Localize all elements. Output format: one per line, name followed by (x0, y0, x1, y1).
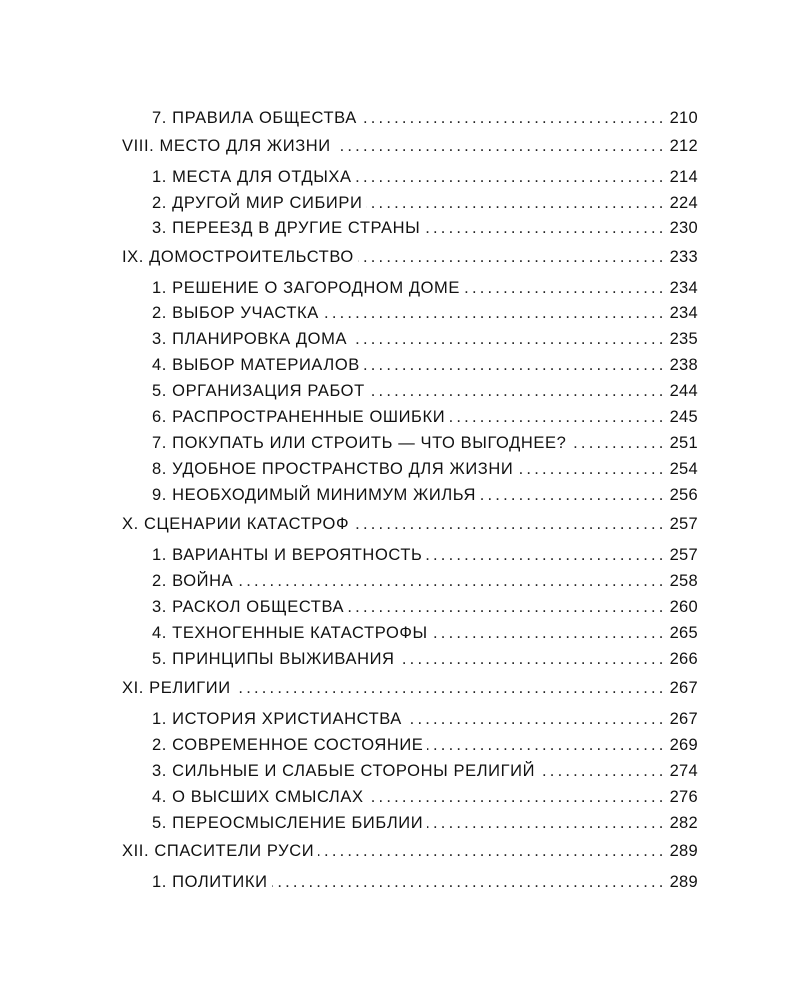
toc-entry-title: 1. ВАРИАНТЫ И ВЕРОЯТНОСТЬ (152, 546, 423, 564)
toc-chapter (122, 676, 698, 700)
toc-entry (152, 811, 698, 835)
toc-entry-title: 9. НЕОБХОДИМЫЙ МИНИМУМ ЖИЛЬЯ (152, 486, 476, 504)
toc-chapter (122, 134, 698, 158)
toc-entry-page: 267 (669, 710, 698, 728)
dot-leader (427, 733, 666, 757)
toc-entry-page: 238 (669, 356, 698, 374)
toc-entry (152, 457, 698, 481)
toc-entry (152, 595, 698, 619)
dot-leader (570, 431, 666, 455)
toc-entry (152, 785, 698, 809)
dot-leader (361, 106, 667, 130)
toc-entry-page: 265 (669, 624, 698, 642)
toc-entry-title: 2. ВЫБОР УЧАСТКА (152, 304, 319, 322)
toc-chapter-title: XII. СПАСИТЕЛИ РУСИ (122, 842, 315, 860)
toc-entry-page: 230 (669, 219, 698, 237)
toc-entry (152, 759, 698, 783)
toc-entry-page: 274 (669, 762, 698, 780)
dot-leader (353, 512, 666, 536)
toc-entry (152, 870, 698, 894)
dot-leader (368, 785, 667, 809)
toc-entry-title: 1. ИСТОРИЯ ХРИСТИАНСТВА (152, 710, 402, 728)
toc-entry (152, 621, 698, 645)
toc-entry (152, 353, 698, 377)
toc-entry-page: 224 (669, 194, 698, 212)
dot-leader (237, 569, 666, 593)
toc-chapter-title: VIII. МЕСТО ДЛЯ ЖИЗНИ (122, 137, 331, 155)
toc-entry (152, 707, 698, 731)
toc-entry-page: 210 (669, 109, 698, 127)
toc-entry-title: 2. СОВРЕМЕННОЕ СОСТОЯНИЕ (152, 736, 424, 754)
toc-entry-title: 1. МЕСТА ДЛЯ ОТДЫХА (152, 168, 352, 186)
toc-chapter-page: 289 (669, 842, 698, 860)
toc-chapter (122, 839, 698, 863)
dot-leader (517, 457, 666, 481)
toc-entry-page: 256 (669, 486, 698, 504)
dot-leader (318, 839, 666, 863)
toc-entry (152, 327, 698, 351)
toc-entry-page: 244 (669, 382, 698, 400)
toc-entry-title: 6. РАСПРОСТРАНЕННЫЕ ОШИБКИ (152, 408, 446, 426)
toc-entry (152, 165, 698, 189)
toc-entry-title: 5. ПРИНЦИПЫ ВЫЖИВАНИЯ (152, 650, 395, 668)
toc-entry (152, 647, 698, 671)
dot-leader (449, 405, 666, 429)
toc-entry (152, 301, 698, 325)
toc-chapter-page: 257 (669, 515, 698, 533)
toc-entry (152, 733, 698, 757)
toc-entry-title: 5. ПЕРЕОСМЫСЛЕНИЕ БИБЛИИ (152, 814, 424, 832)
toc-entry (152, 543, 698, 567)
toc-entry-title: 4. ВЫБОР МАТЕРИАЛОВ (152, 356, 360, 374)
toc-entry-page: 257 (669, 546, 698, 564)
dot-leader (358, 245, 667, 269)
toc-entry-title: 1. ПОЛИТИКИ (152, 873, 268, 891)
dot-leader (424, 216, 666, 240)
dot-leader (366, 191, 666, 215)
toc-entry-title: 3. СИЛЬНЫЕ И СЛАБЫЕ СТОРОНЫ РЕЛИГИЙ (152, 762, 536, 780)
toc-entry-title: 7. ПРАВИЛА ОБЩЕСТВА (152, 109, 357, 127)
toc-chapter-title: IX. ДОМОСТРОИТЕЛЬСТВО (122, 248, 354, 266)
dot-leader (427, 811, 666, 835)
toc-chapter-title: X. СЦЕНАРИИ КАТАСТРОФ (122, 515, 350, 533)
dot-leader (406, 707, 667, 731)
toc-entry-page: 282 (669, 814, 698, 832)
toc-entry-title: 8. УДОБНОЕ ПРОСТРАНСТВО ДЛЯ ЖИЗНИ (152, 460, 514, 478)
toc-entry-page: 258 (669, 572, 698, 590)
toc-entry-page: 289 (669, 873, 698, 891)
toc-entry-title: 4. О ВЫСШИХ СМЫСЛАХ (152, 788, 364, 806)
dot-leader (335, 134, 667, 158)
dot-leader (539, 759, 667, 783)
toc-entry-title: 1. РЕШЕНИЕ О ЗАГОРОДНОМ ДОМЕ (152, 279, 461, 297)
dot-leader (323, 301, 667, 325)
dot-leader (432, 621, 667, 645)
toc-entry-page: 245 (669, 408, 698, 426)
toc-entry-page: 234 (669, 304, 698, 322)
toc-entry-title: 3. ПЕРЕЕЗД В ДРУГИЕ СТРАНЫ (152, 219, 421, 237)
dot-leader (426, 543, 666, 567)
dot-leader (356, 165, 667, 189)
toc-entry-page: 251 (669, 434, 698, 452)
toc-entry-title: 3. РАСКОЛ ОБЩЕСТВА (152, 598, 345, 616)
toc-entry-page: 269 (669, 736, 698, 754)
toc-entry-page: 260 (669, 598, 698, 616)
toc-entry (152, 379, 698, 403)
dot-leader (351, 327, 667, 351)
toc-entry (152, 216, 698, 240)
dot-leader (348, 595, 666, 619)
toc-entry (152, 431, 698, 455)
toc-entry (152, 106, 698, 130)
toc-chapter (122, 245, 698, 269)
toc-entry-title: 7. ПОКУПАТЬ ИЛИ СТРОИТЬ — ЧТО ВЫГОДНЕЕ? (152, 434, 567, 452)
dot-leader (480, 483, 667, 507)
toc-chapter (122, 512, 698, 536)
dot-leader (364, 353, 667, 377)
toc-entry-title: 5. ОРГАНИЗАЦИЯ РАБОТ (152, 382, 365, 400)
toc-entry (152, 191, 698, 215)
toc-entry-title: 2. ВОЙНА (152, 572, 234, 590)
toc-entry (152, 483, 698, 507)
toc-entry-page: 266 (669, 650, 698, 668)
toc-entry (152, 569, 698, 593)
toc-entry-page: 276 (669, 788, 698, 806)
toc-entry-title: 3. ПЛАНИРОВКА ДОМА (152, 330, 348, 348)
toc-chapter-page: 267 (669, 679, 698, 697)
toc-chapter-page: 212 (669, 137, 698, 155)
toc-entry-page: 214 (669, 168, 698, 186)
toc-entry-page: 254 (669, 460, 698, 478)
toc-entry-title: 2. ДРУГОЙ МИР СИБИРИ (152, 194, 363, 212)
dot-leader (399, 647, 667, 671)
dot-leader (369, 379, 667, 403)
toc-chapter-title: XI. РЕЛИГИИ (122, 679, 231, 697)
dot-leader (272, 870, 667, 894)
dot-leader (464, 276, 667, 300)
dot-leader (235, 676, 667, 700)
toc-entry-page: 234 (669, 279, 698, 297)
toc-chapter-page: 233 (669, 248, 698, 266)
toc-entry-page: 235 (669, 330, 698, 348)
toc-entry (152, 276, 698, 300)
toc-entry-title: 4. ТЕХНОГЕННЫЕ КАТАСТРОФЫ (152, 624, 428, 642)
toc-entry (152, 405, 698, 429)
